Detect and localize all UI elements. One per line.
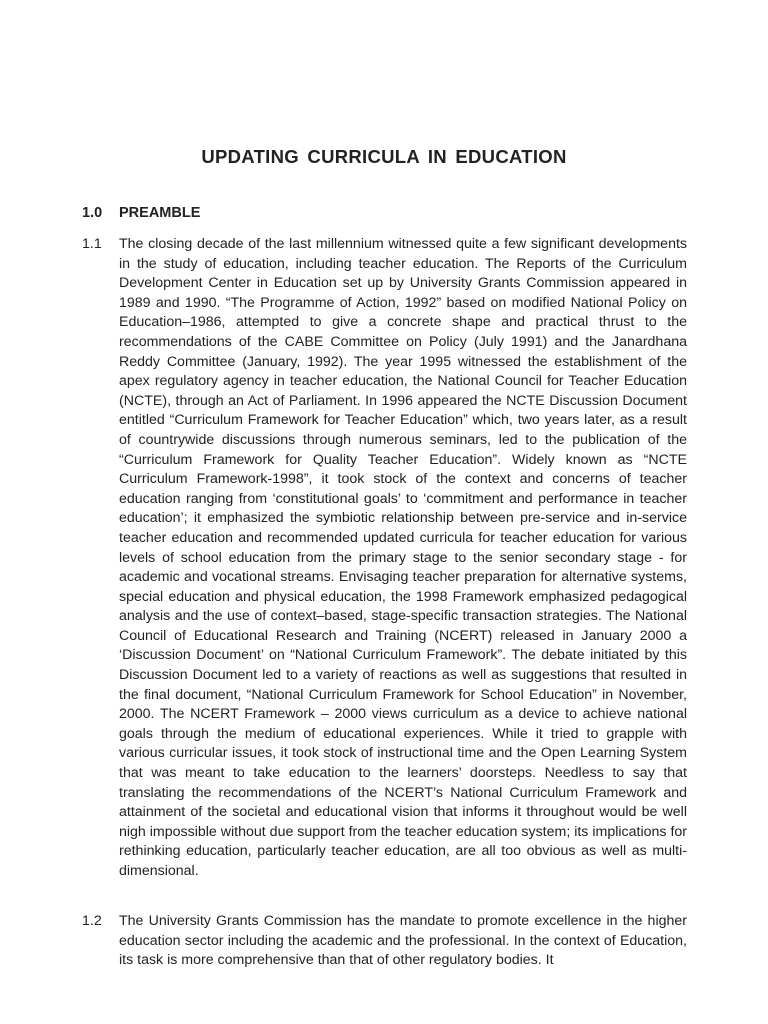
section-title: PREAMBLE xyxy=(119,205,201,221)
section-number: 1.0 xyxy=(82,205,103,221)
paragraph-text: The closing decade of the last millennium witnessed quite a few significant developments in the study of education, including teacher education. The Reports of the Curriculum Development Center in Education set up by University Grants Commission appeared in 1989 and 1990. “The Programme of Action, 1992” based on modified National Policy on Education–1986, attempted to give a concrete shape and practical thrust to the recommendations of the CABE Committee on Policy (July 1991) and the Janardhana Reddy Committee (January, 1992). The year 1995 witnessed the establishment of the apex regulatory agency in teacher education, the National Council for Teacher Education (NCTE), through an Act of Parliament. In 1996 appeared the NCTE Discussion Document entitled “Curriculum Framework for Teacher Education” which, two years later, as a result of countrywide discussions through numerous seminars, led to the publication of the “Curriculum Framework for Quality Teacher Education”. Widely known as “NCTE Curriculum Framework-1998”, it took stock of the context and concerns of teacher education ranging from ‘constitutional goals’ to ‘commitment and performance in teacher education’; it emphasized the symbiotic relationship between pre-service and in-service teacher education and recommended updated curricula for teacher education for various levels of school education from the primary stage to the senior secondary stage - for academic and vocational streams. Envisaging teacher preparation for alternative systems, special education and physical education, the 1998 Framework emphasized pedagogical analysis and the use of context–based, stage-specific transaction strategies. The National Council of Educational Research and Training (NCERT) released in January 2000 a ‘Discussion Document’ on “National Curriculum Framework”. The debate initiated by this Discussion Document led to a variety of reactions as well as suggestions that resulted in the final document, “National Curriculum Framework for School Education” in November, 2000. The NCERT Framework – 2000 views curriculum as a device to achieve national goals through the medium of educational experiences. While it tried to grapple with various curricular issues, it took stock of instructional time and the Open Learning System that was meant to take education to the learners’ doorsteps. Needless to say that translating the recommendations of the NCERT’s National Curriculum Framework and attainment of the societal and educational vision that informs it throughout would be well nigh impossible without due support from the teacher education system; its implications for rethinking education, particularly teacher education, are all too obvious as well as multi-dimensional. xyxy=(119,236,687,879)
paragraph-number: 1.1 xyxy=(82,236,102,252)
document-title: UPDATING CURRICULA IN EDUCATION xyxy=(201,146,567,167)
paragraph-text: The University Grants Commission has the mandate to promote excellence in the higher education sector including the academic and the professional. In the context of Education, its task is more comprehensive than that of other regulatory bodies. It xyxy=(119,913,687,969)
paragraph-1-2 xyxy=(82,912,687,971)
paragraph-1-1 xyxy=(82,235,687,882)
paragraph-number: 1.2 xyxy=(82,913,102,929)
section-heading xyxy=(82,205,200,221)
